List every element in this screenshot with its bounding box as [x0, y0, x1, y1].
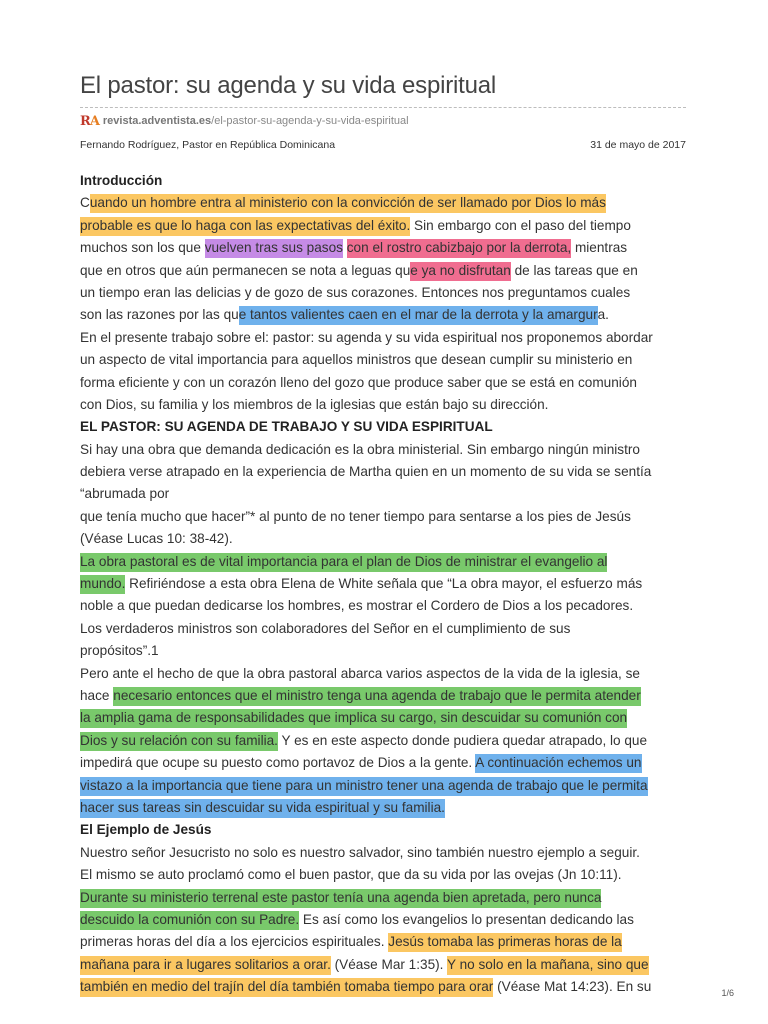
text-run: muchos son los que: [80, 240, 205, 256]
text-line: [80, 327, 692, 349]
text-line: [80, 349, 692, 371]
text-run: noble a que puedan dedicarse los hombres, es mostrar el Cordero de Dios a los pecadores.: [80, 598, 634, 614]
text-line: [80, 775, 692, 797]
source-path[interactable]: /el-pastor-su-agenda-y-su-vida-espiritual: [211, 115, 409, 127]
text-line: [80, 573, 692, 595]
text-line: [80, 439, 692, 461]
text-line: [80, 976, 692, 998]
text-run: impedirá que ocupe su puesto como portavoz de Dios a la gente.: [80, 755, 476, 771]
text-line: [80, 887, 692, 909]
highlight-orange: mañana para ir a lugares solitarios a orar.: [80, 956, 331, 975]
text-line: [80, 506, 692, 528]
text-run: forma eficiente y con un corazón lleno del gozo que produce saber que se está en comunión: [80, 374, 637, 390]
highlight-green: Dios y su relación con su familia.: [80, 732, 278, 751]
text-line: [80, 842, 692, 864]
text-line: [80, 215, 692, 237]
text-run: C: [80, 195, 90, 211]
text-run: propósitos”.1: [80, 643, 159, 659]
page-title: El pastor: su agenda y su vida espiritual: [80, 72, 497, 99]
text-run: (Véase Lucas 10: 38-42).: [80, 531, 233, 547]
text-line: [80, 931, 692, 953]
text-line: [80, 394, 692, 416]
text-line: [80, 864, 692, 886]
text-line: [80, 595, 692, 617]
text-run: Si hay una obra que demanda dedicación es la obra ministerial. Sin embargo ningún ministro: [80, 441, 640, 457]
text-run: de las tareas que en: [510, 262, 638, 278]
text-run: “abrumada por: [80, 486, 170, 502]
text-run: mientras: [571, 240, 628, 256]
highlight-green: La obra pastoral es de vital importancia para el plan de Dios de ministrar el evangelio al: [80, 553, 607, 572]
title-divider: [80, 107, 686, 108]
text-run: Sin embargo con el paso del tiempo: [410, 217, 631, 233]
text-line: [80, 954, 692, 976]
text-line: [80, 663, 692, 685]
highlight-blue: hacer sus tareas sin descuidar su vida espiritual y su familia.: [80, 799, 445, 818]
text-line: [80, 707, 692, 729]
text-run: que tenía mucho que hacer”* al punto de no tener tiempo para sentarse a los pies de Jesús: [80, 508, 631, 524]
text-run: hace: [80, 687, 114, 703]
text-run: a.: [597, 307, 609, 323]
section-heading: EL PASTOR: SU AGENDA DE TRABAJO Y SU VIDA ESPIRITUAL: [80, 419, 493, 435]
text-line: [80, 170, 692, 192]
text-line: [80, 282, 692, 304]
text-run: con Dios, su familia y los miembros de la iglesias que están bajo su dirección.: [80, 396, 549, 412]
text-line: [80, 483, 692, 505]
text-run: El mismo se auto proclamó como el buen pastor, que da su vida por las ovejas (Jn 10:11).: [80, 867, 622, 883]
text-line: [80, 461, 692, 483]
text-line: [80, 909, 692, 931]
highlight-blue: e tantos valientes caen en el mar de la derrota y la amargur: [239, 306, 598, 325]
page-number: 1/6: [721, 988, 734, 998]
highlight-pink: con el rostro cabizbajo por la derrota,: [347, 239, 571, 258]
text-run: En el presente trabajo sobre el: pastor: su agenda y su vida espiritual nos proponemos abordar: [80, 329, 653, 345]
text-line: [80, 372, 692, 394]
text-line: [80, 528, 692, 550]
highlight-green: mundo.: [80, 575, 125, 594]
text-run: (Véase Mat 14:23). En su: [493, 979, 652, 995]
highlight-green: descuido la comunión con su Padre.: [80, 911, 299, 930]
section-heading: Introducción: [80, 173, 163, 188]
highlight-orange: Y no solo en la mañana, sino que: [447, 956, 649, 975]
text-line: [80, 752, 692, 774]
author-line: Fernando Rodríguez, Pastor en República Dominicana: [80, 139, 336, 151]
text-run: que en otros que aún permanecen se nota a leguas qu: [80, 262, 411, 278]
text-line: [80, 819, 692, 841]
text-line: [80, 730, 692, 752]
highlight-purple: vuelven tras sus pasos: [205, 239, 343, 258]
highlight-green: Durante su ministerio terrenal este pastor tenía una agenda bien apretada, pero nunca: [80, 889, 601, 908]
publish-date: 31 de mayo de 2017: [590, 139, 686, 151]
text-run: son las razones por las qu: [80, 307, 239, 323]
highlight-green: necesario entonces que el ministro tenga una agenda de trabajo que le permita atender: [113, 687, 641, 706]
text-run: un tiempo eran las delicias y de gozo de sus corazones. Entonces nos preguntamos cuales: [80, 284, 631, 300]
text-run: un aspecto de vital importancia para aquellos ministros que desean cumplir su ministerio en: [80, 352, 633, 368]
text-run: Y es en este aspecto donde pudiera quedar atrapado, lo que: [277, 732, 648, 748]
highlight-orange: uando un hombre entra al ministerio con la convicción de ser llamado por Dios lo más: [90, 194, 606, 213]
text-run: Refiriéndose a esta obra Elena de White señala que “La obra mayor, el esfuerzo más: [125, 576, 643, 592]
site-logo-icon: RA: [80, 113, 99, 129]
text-line: [80, 640, 692, 662]
text-run: (Véase Mar 1:35).: [330, 956, 447, 972]
highlight-orange: probable es que lo haga con las expectativas del éxito.: [80, 217, 410, 236]
highlight-pink: e ya no disfrutan: [410, 262, 511, 281]
text-line: [80, 237, 692, 259]
highlight-blue: vistazo a la importancia que tiene para un ministro tener una agenda de trabajo que le permita: [80, 777, 648, 796]
text-line: [80, 685, 692, 707]
highlight-orange: Jesús tomaba las primeras horas de la: [388, 933, 621, 952]
source-line: [80, 113, 409, 129]
highlight-green: la amplia gama de responsabilidades que implica su cargo, sin descuidar su comunión con: [80, 709, 627, 728]
text-run: Pero ante el hecho de que la obra pastoral abarca varios aspectos de la vida de la iglesia, se: [80, 665, 640, 681]
highlight-blue: A continuación echemos un: [475, 754, 641, 773]
text-line: [80, 551, 692, 573]
text-run: debiera verse atrapado en la experiencia de Martha quien en un momento de su vida se sentía: [80, 464, 652, 480]
text-line: [80, 797, 692, 819]
text-line: [80, 618, 692, 640]
text-run: Nuestro señor Jesucristo no solo es nuestro salvador, sino también nuestro ejemplo a seguir.: [80, 844, 640, 860]
article-body: [80, 170, 692, 998]
highlight-orange: también en medio del trajín del día también tomaba tiempo para orar: [80, 978, 493, 997]
text-line: [80, 416, 692, 438]
source-domain[interactable]: revista.adventista.es: [102, 115, 212, 127]
text-line: [80, 260, 692, 282]
text-run: primeras horas del día a los ejercicios espirituales.: [80, 934, 389, 950]
text-line: [80, 304, 692, 326]
text-run: Es así como los evangelios lo presentan dedicando las: [299, 911, 634, 927]
text-line: [80, 192, 692, 214]
section-heading: El Ejemplo de Jesús: [80, 822, 212, 838]
text-run: Los verdaderos ministros son colaboradores del Señor en el cumplimiento de sus: [80, 620, 571, 636]
